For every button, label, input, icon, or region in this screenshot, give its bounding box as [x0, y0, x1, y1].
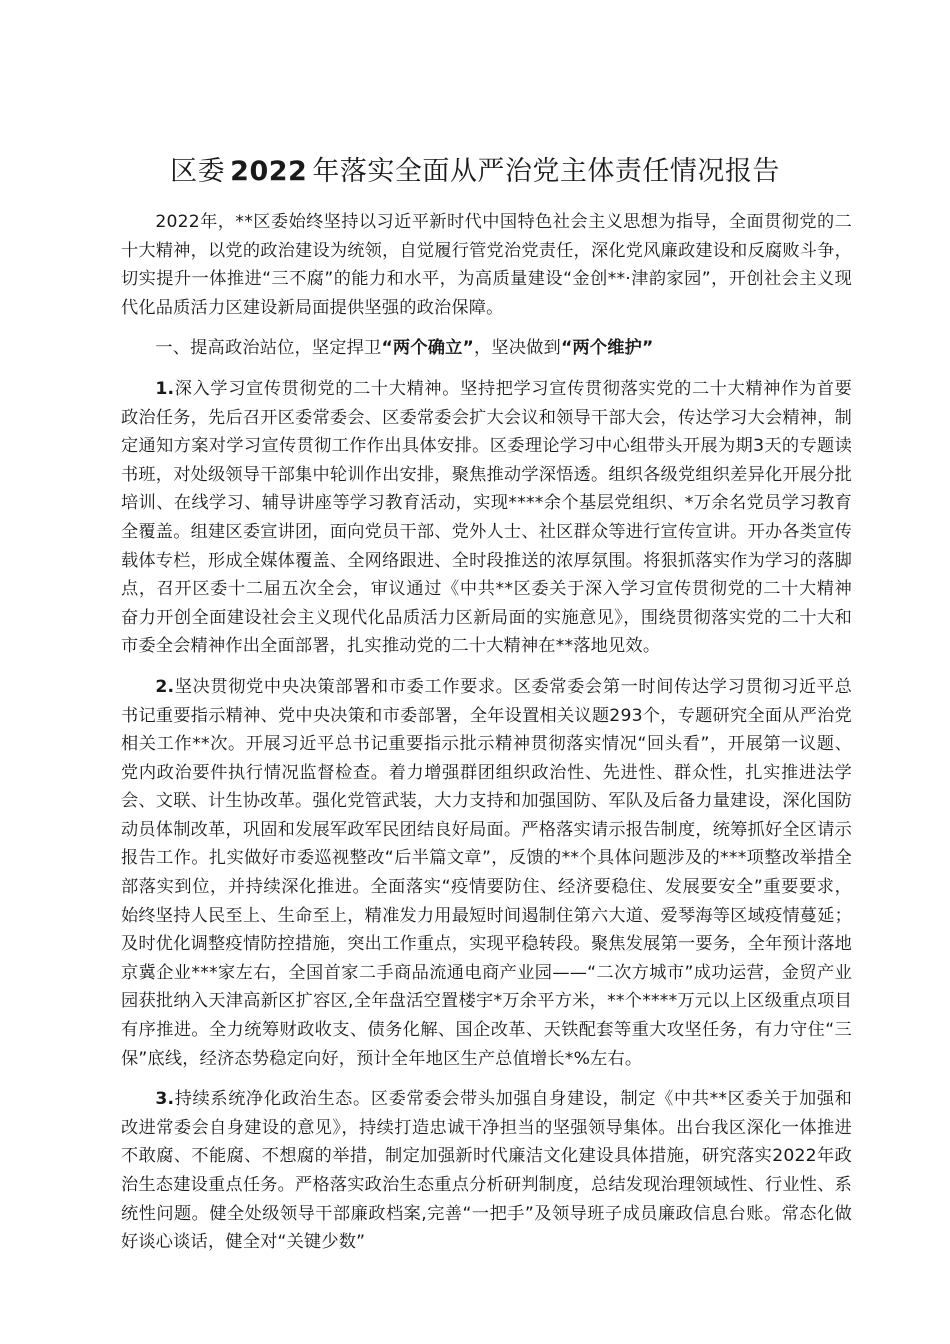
section-heading-1: [121, 334, 852, 363]
title-suffix: 年落实全面从严治党主体责任情况报告: [312, 156, 780, 187]
page-title: [0, 152, 950, 192]
intro-paragraph: 2022年，**区委始终坚持以习近平新时代中国特色社会主义思想为指导，全面贯彻党的二十大精神，以党的政治建设为统领，自觉履行管党治党责任，深化党风廉政建设和反腐败斗争，切实提升一体推进“三不腐”的能力和水平，为高质量建设“金创**·津韵家园”，开创社会主义现代化品质活力区建设新局面提供坚强的政治保障。: [121, 212, 852, 318]
paragraph-1: [121, 375, 852, 661]
paragraph-2-text: 坚决贯彻党中央决策部署和市委工作要求。区委常委会第一时间传达学习贯彻习近平总书记重要指示精神、党中央决策和市委部署，全年设置相关议题293个，专题研究全面从严治党相关工作**次。开展习近平总书记重要指示批示精神贯彻落实情况“回头看”，开展第一议题、党内政治要件执行情况监督检查。着力增强群团组织政治性、先进性、群众性，扎实推进法学会、文联、计生协改革。强化党管武装，大力支持和加强国防、军队及后备力量建设，深化国防动员体制改革，巩固和发展军政军民团结良好局面。严格落实请示报告制度，统筹抓好全区请示报告工作。扎实做好市委巡视整改“后半篇文章”，反馈的**个具体问题涉及的***项整改举措全部落实到位，并持续深化推进。全面落实“疫情要防住、经济要稳住、发展要安全”重要要求，始终坚持人民至上、生命至上，精准发力用最短时间遏制住第六大道、爱琴海等区域疫情蔓延；及时优化调整疫情防控措施，突出工作重点，实现平稳转段。聚焦发展第一要务，全年预计落地京冀企业***家左右，全国首家二手商品流通电商产业园——“二次方城市”成功运营，金贸产业园获批纳入天津高新区扩容区,全年盘活空置楼宇*万余平方米，**个****万元以上区级重点项目有序推进。全力统筹财政收支、债务化解、国企改革、天铁配套等重大攻坚任务，有力守住“三保”底线，经济态势稳定向好，预计全年地区生产总值增长*%左右。: [121, 676, 852, 1069]
section-heading-part1: 一、提高政治站位，坚定捍卫: [155, 338, 382, 359]
paragraph-2: [121, 673, 852, 1073]
section-heading-quote2: “两个维护”: [560, 338, 654, 359]
title-prefix: 区委: [170, 156, 226, 187]
section-heading-quote1: “两个确立”: [381, 338, 474, 359]
section-heading-part2: ，坚决做到: [473, 338, 561, 359]
document-body: [121, 208, 852, 1269]
paragraph-2-number: 2.: [155, 676, 175, 697]
paragraph-3: [121, 1085, 852, 1257]
title-year: 2022: [230, 156, 308, 187]
paragraph-1-number: 1.: [155, 378, 175, 399]
paragraph-3-text: 持续系统净化政治生态。区委常委会带头加强自身建设，制定《中共**区委关于加强和改进常委会自身建设的意见》，持续打造忠诚干净担当的坚强领导集体。出台我区深化一体推进不敢腐、不能腐、不想腐的举措，制定加强新时代廉洁文化建设具体措施，研究落实2022年政治生态建设重点任务。严格落实政治生态重点分析研判制度，总结发现治理领域性、行业性、系统性问题。健全处级领导干部廉政档案,完善“一把手”及领导班子成员廉政信息台账。常态化做好谈心谈话，健全对“关键少数”: [121, 1089, 852, 1253]
paragraph-1-text: 深入学习宣传贯彻党的二十大精神。坚持把学习宣传贯彻落实党的二十大精神作为首要政治任务，先后召开区委常委会、区委常委会扩大会议和领导干部大会，传达学习大会精神，制定通知方案对学习宣传贯彻工作作出具体安排。区委理论学习中心组带头开展为期3天的专题读书班，对处级领导干部集中轮训作出安排，聚焦推动学深悟透。组织各级党组织差异化开展分批培训、在线学习、辅导讲座等学习教育活动，实现****余个基层党组织、*万余名党员学习教育全覆盖。组建区委宣讲团，面向党员干部、党外人士、社区群众等进行宣传宣讲。开办各类宣传载体专栏，形成全媒体覆盖、全网络跟进、全时段推送的浓厚氛围。将狠抓落实作为学习的落脚点，召开区委十二届五次全会，审议通过《中共**区委关于深入学习宣传贯彻党的二十大精神 奋力开创全面建设社会主义现代化品质活力区新局面的实施意见》，围绕贯彻落实党的二十大和市委全会精神作出全面部署，扎实推动党的二十大精神在**落地见效。: [121, 378, 852, 657]
paragraph-3-number: 3.: [155, 1089, 175, 1110]
